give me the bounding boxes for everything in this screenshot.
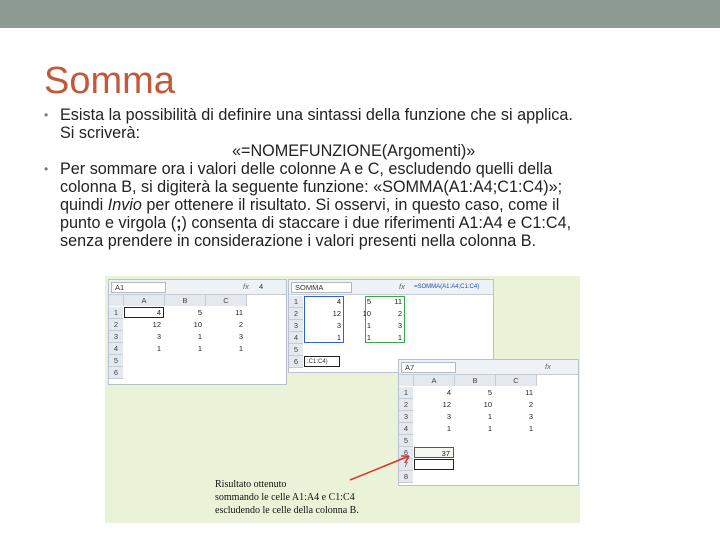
cell-c4[interactable]: 1: [238, 344, 243, 353]
figure-caption: [215, 478, 359, 517]
cell-b4[interactable]: 1: [197, 344, 202, 353]
formula-bar: [289, 280, 493, 295]
row-header[interactable]: 5: [109, 355, 123, 367]
invio-italic: Invio: [107, 196, 142, 214]
bullet-2-line-4: [60, 214, 684, 232]
col-header-c[interactable]: C: [496, 375, 537, 386]
slide-body: [44, 106, 684, 250]
row-header[interactable]: 4: [109, 343, 123, 355]
row-header[interactable]: 8: [399, 471, 413, 483]
cell-b1[interactable]: 5: [197, 308, 202, 317]
caption-line-2: sommando le celle A1:A4 e C1:C4: [215, 492, 355, 503]
cell-c1[interactable]: 11: [525, 388, 533, 397]
name-box[interactable]: A7: [401, 362, 456, 373]
cell-c3[interactable]: 3: [528, 412, 533, 421]
text-run: quindi: [60, 196, 108, 214]
cell-b2[interactable]: 10: [193, 320, 202, 329]
cell-c4[interactable]: 1: [528, 424, 533, 433]
formula-value[interactable]: 4: [259, 282, 264, 291]
cell-a3[interactable]: 3: [156, 332, 161, 341]
col-header-a[interactable]: A: [414, 375, 455, 386]
bullet-2-line-5: senza prendere in considerazione i valori presenti nella colonna B.: [60, 232, 537, 250]
row-header[interactable]: 6: [289, 356, 303, 368]
slide-title: Somma: [44, 60, 175, 102]
cell-c2[interactable]: 2: [238, 320, 243, 329]
formula-value[interactable]: =SOMMA(A1:A4;C1:C4): [414, 284, 480, 290]
cell-c4[interactable]: 1: [397, 333, 402, 342]
cell-a1[interactable]: 4: [156, 308, 161, 317]
formula-bar: [109, 280, 286, 295]
cell-a4[interactable]: 1: [446, 424, 451, 433]
cell-a2[interactable]: 12: [442, 400, 451, 409]
col-header-c[interactable]: C: [206, 295, 247, 306]
formula-line: «=NOMEFUNZIONE(Argomenti)»: [232, 142, 476, 160]
col-header-b[interactable]: B: [455, 375, 496, 386]
bullet-2-line-2: colonna B, si digiterà la seguente funzione: «SOMMA(A1:A4;C1:C4)»;: [60, 178, 563, 196]
fx-icon[interactable]: fx: [399, 282, 405, 291]
bullet-dot: •: [44, 162, 49, 176]
cell-a1[interactable]: 4: [336, 297, 341, 306]
cell-b3[interactable]: 1: [366, 321, 371, 330]
row-header[interactable]: 3: [109, 331, 123, 343]
text-run: punto e virgola (: [60, 214, 177, 232]
cell-b3[interactable]: 1: [487, 412, 492, 421]
row-header[interactable]: 5: [399, 435, 413, 447]
row-header[interactable]: 7: [399, 459, 413, 471]
row-header[interactable]: 2: [399, 399, 413, 411]
cell-c2[interactable]: 2: [528, 400, 533, 409]
fx-icon[interactable]: fx: [545, 362, 551, 371]
row-header[interactable]: 6: [109, 367, 123, 379]
row-header[interactable]: 3: [289, 320, 303, 332]
bullet-1: [44, 106, 684, 160]
text-run: per ottenere il risultato. Si osservi, in questo caso, come il: [141, 196, 560, 214]
cell-b2[interactable]: 10: [362, 309, 371, 318]
cell-a4[interactable]: 1: [336, 333, 341, 342]
bullet-1-line-1: Esista la possibilità di definire una sintassi della funzione che si applica.: [60, 106, 573, 124]
row-header[interactable]: 4: [289, 332, 303, 344]
row-header[interactable]: 2: [289, 308, 303, 320]
cell-a4[interactable]: 1: [156, 344, 161, 353]
text-run: ) consenta di staccare i due riferimenti A1:A4 e C1:C4,: [181, 214, 572, 232]
bullet-dot: •: [44, 108, 49, 122]
row-header[interactable]: 4: [399, 423, 413, 435]
name-box[interactable]: SOMMA: [291, 282, 352, 293]
cell-a3[interactable]: 3: [336, 321, 341, 330]
row-header[interactable]: 1: [109, 307, 123, 319]
cell-b1[interactable]: 5: [487, 388, 492, 397]
row-header[interactable]: 1: [399, 387, 413, 399]
row-header[interactable]: 6: [399, 447, 413, 459]
cell-a1[interactable]: 4: [446, 388, 451, 397]
caption-line-1: Risultato ottenuto: [215, 479, 287, 490]
cell-b4[interactable]: 1: [366, 333, 371, 342]
result-cell-a6[interactable]: 37: [414, 447, 454, 458]
cell-c3[interactable]: 3: [397, 321, 402, 330]
caption-line-3: escludendo le celle della colonna B.: [215, 505, 359, 516]
col-header-a[interactable]: A: [124, 295, 165, 306]
corner-header: [399, 375, 414, 386]
bullet-2-line-1: Per sommare ora i valori delle colonne A e C, escludendo quelli della: [60, 160, 553, 178]
cell-a3[interactable]: 3: [446, 412, 451, 421]
cell-c1[interactable]: 11: [394, 297, 402, 306]
bullet-2-line-3: [60, 196, 684, 214]
cell-c3[interactable]: 3: [238, 332, 243, 341]
col-header-b[interactable]: B: [165, 295, 206, 306]
cell-a2[interactable]: 12: [152, 320, 161, 329]
cell-b4[interactable]: 1: [487, 424, 492, 433]
row-header[interactable]: 3: [399, 411, 413, 423]
cell-c2[interactable]: 2: [397, 309, 402, 318]
row-header[interactable]: 2: [109, 319, 123, 331]
cell-a2[interactable]: 12: [332, 309, 341, 318]
row-header[interactable]: 1: [289, 296, 303, 308]
cell-b3[interactable]: 1: [197, 332, 202, 341]
spreadsheet-1: [108, 279, 287, 385]
fx-icon[interactable]: fx: [243, 282, 249, 291]
row-header[interactable]: 5: [289, 344, 303, 356]
corner-header: [109, 295, 124, 306]
formula-bar: [399, 360, 578, 375]
semicolon-bold: ;: [176, 214, 182, 232]
cell-b1[interactable]: 5: [366, 297, 371, 306]
editing-cell[interactable]: ;C1:C4): [304, 356, 340, 367]
spreadsheet-3: [398, 359, 579, 486]
name-box[interactable]: A1: [111, 282, 166, 293]
top-bar: [0, 0, 720, 28]
bullet-2: [44, 160, 684, 250]
spreadsheet-figure: [105, 276, 580, 523]
cell-b2[interactable]: 10: [483, 400, 492, 409]
cell-c1[interactable]: 11: [235, 308, 243, 317]
bullet-1-line-2: Si scriverà:: [60, 124, 141, 142]
